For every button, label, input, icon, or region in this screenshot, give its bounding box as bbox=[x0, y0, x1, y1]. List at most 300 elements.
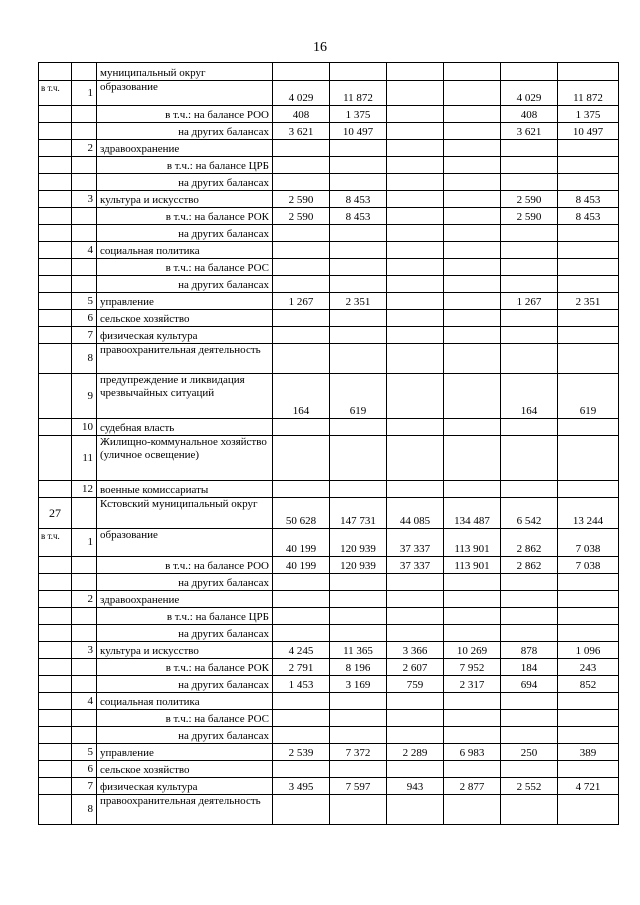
value-cell bbox=[273, 761, 330, 778]
value-cell bbox=[501, 419, 558, 436]
section-marker-cell bbox=[39, 344, 72, 374]
item-name-cell: на других балансах bbox=[97, 276, 273, 293]
value-cell bbox=[558, 574, 619, 591]
value-cell bbox=[501, 761, 558, 778]
section-marker-cell bbox=[39, 208, 72, 225]
table-row bbox=[39, 63, 619, 81]
value-cell: 619 bbox=[558, 374, 619, 419]
value-cell bbox=[387, 344, 444, 374]
value-cell: 2 862 bbox=[501, 529, 558, 557]
value-cell: 2 351 bbox=[558, 293, 619, 310]
item-number-cell: 7 bbox=[72, 778, 97, 795]
item-name-cell: в т.ч.: на балансе РОК bbox=[97, 659, 273, 676]
value-cell bbox=[387, 727, 444, 744]
item-number-cell bbox=[72, 659, 97, 676]
value-cell bbox=[273, 63, 330, 81]
value-cell bbox=[387, 259, 444, 276]
table-row bbox=[39, 481, 619, 498]
item-name-cell: военные комиссариаты bbox=[97, 481, 273, 498]
table-row bbox=[39, 174, 619, 191]
item-name-cell: культура и искусство bbox=[97, 642, 273, 659]
value-cell: 7 597 bbox=[330, 778, 387, 795]
value-cell bbox=[387, 123, 444, 140]
table-row bbox=[39, 293, 619, 310]
value-cell: 11 872 bbox=[330, 81, 387, 106]
value-cell bbox=[444, 123, 501, 140]
table-row bbox=[39, 608, 619, 625]
value-cell: 8 453 bbox=[330, 191, 387, 208]
value-cell bbox=[444, 225, 501, 242]
value-cell bbox=[330, 259, 387, 276]
item-number-cell: 8 bbox=[72, 344, 97, 374]
value-cell bbox=[387, 81, 444, 106]
value-cell bbox=[330, 174, 387, 191]
value-cell bbox=[558, 625, 619, 642]
value-cell: 164 bbox=[501, 374, 558, 419]
value-cell bbox=[444, 310, 501, 327]
item-number-cell bbox=[72, 727, 97, 744]
value-cell bbox=[558, 419, 619, 436]
value-cell: 6 983 bbox=[444, 744, 501, 761]
value-cell bbox=[501, 344, 558, 374]
table-row bbox=[39, 419, 619, 436]
table-row bbox=[39, 259, 619, 276]
value-cell bbox=[273, 795, 330, 825]
value-cell bbox=[330, 710, 387, 727]
table-row bbox=[39, 676, 619, 693]
item-number-cell: 3 bbox=[72, 191, 97, 208]
value-cell: 2 590 bbox=[273, 191, 330, 208]
value-cell: 10 269 bbox=[444, 642, 501, 659]
table-row bbox=[39, 208, 619, 225]
value-cell bbox=[330, 310, 387, 327]
section-marker-cell bbox=[39, 744, 72, 761]
value-cell bbox=[273, 140, 330, 157]
section-marker-cell bbox=[39, 191, 72, 208]
value-cell bbox=[330, 63, 387, 81]
value-cell bbox=[273, 419, 330, 436]
table-row bbox=[39, 436, 619, 481]
value-cell bbox=[330, 693, 387, 710]
item-number-cell: 4 bbox=[72, 693, 97, 710]
value-cell: 2 590 bbox=[273, 208, 330, 225]
value-cell: 7 372 bbox=[330, 744, 387, 761]
value-cell bbox=[558, 225, 619, 242]
value-cell: 40 199 bbox=[273, 557, 330, 574]
value-cell: 2 552 bbox=[501, 778, 558, 795]
item-name-cell: физическая культура bbox=[97, 327, 273, 344]
item-name-cell: управление bbox=[97, 293, 273, 310]
value-cell bbox=[558, 761, 619, 778]
value-cell bbox=[330, 591, 387, 608]
table-row bbox=[39, 242, 619, 259]
table-row bbox=[39, 327, 619, 344]
section-marker-cell bbox=[39, 481, 72, 498]
value-cell: 1 096 bbox=[558, 642, 619, 659]
item-number-cell bbox=[72, 208, 97, 225]
section-marker-cell bbox=[39, 123, 72, 140]
value-cell bbox=[558, 710, 619, 727]
value-cell bbox=[273, 344, 330, 374]
value-cell: 113 901 bbox=[444, 529, 501, 557]
value-cell bbox=[273, 276, 330, 293]
value-cell: 4 029 bbox=[501, 81, 558, 106]
value-cell bbox=[330, 608, 387, 625]
section-marker-cell bbox=[39, 276, 72, 293]
value-cell bbox=[558, 140, 619, 157]
value-cell: 3 621 bbox=[273, 123, 330, 140]
section-marker-cell bbox=[39, 140, 72, 157]
table-row bbox=[39, 693, 619, 710]
item-number-cell: 2 bbox=[72, 591, 97, 608]
item-name-cell: Жилищно-коммунальное хозяйство (уличное освещение) bbox=[97, 436, 273, 481]
value-cell bbox=[387, 293, 444, 310]
budget-table bbox=[38, 62, 619, 825]
value-cell bbox=[501, 157, 558, 174]
value-cell bbox=[387, 710, 444, 727]
value-cell bbox=[387, 174, 444, 191]
section-marker-cell bbox=[39, 625, 72, 642]
item-name-cell: предупреждение и ликвидация чрезвычайных ситуаций bbox=[97, 374, 273, 419]
value-cell: 1 375 bbox=[330, 106, 387, 123]
value-cell bbox=[558, 310, 619, 327]
item-name-cell: образование bbox=[97, 529, 273, 557]
value-cell bbox=[558, 327, 619, 344]
value-cell bbox=[330, 140, 387, 157]
value-cell bbox=[273, 310, 330, 327]
item-number-cell bbox=[72, 276, 97, 293]
value-cell: 2 607 bbox=[387, 659, 444, 676]
value-cell bbox=[444, 727, 501, 744]
value-cell: 2 289 bbox=[387, 744, 444, 761]
value-cell bbox=[387, 761, 444, 778]
table-row bbox=[39, 157, 619, 174]
item-name-cell: на других балансах bbox=[97, 225, 273, 242]
item-name-cell: на других балансах bbox=[97, 574, 273, 591]
value-cell bbox=[387, 276, 444, 293]
section-marker-cell bbox=[39, 608, 72, 625]
value-cell bbox=[444, 693, 501, 710]
value-cell bbox=[330, 276, 387, 293]
value-cell bbox=[558, 344, 619, 374]
value-cell bbox=[330, 625, 387, 642]
value-cell bbox=[558, 481, 619, 498]
value-cell: 10 497 bbox=[558, 123, 619, 140]
value-cell bbox=[558, 591, 619, 608]
section-marker-cell bbox=[39, 327, 72, 344]
item-name-cell: правоохранительная деятельность bbox=[97, 344, 273, 374]
value-cell: 243 bbox=[558, 659, 619, 676]
item-name-cell: в т.ч.: на балансе РОО bbox=[97, 557, 273, 574]
value-cell: 2 791 bbox=[273, 659, 330, 676]
value-cell bbox=[444, 63, 501, 81]
value-cell bbox=[444, 242, 501, 259]
value-cell bbox=[387, 157, 444, 174]
section-marker-cell: в т.ч. bbox=[39, 81, 72, 106]
item-number-cell bbox=[72, 174, 97, 191]
section-marker-cell bbox=[39, 293, 72, 310]
value-cell bbox=[387, 795, 444, 825]
value-cell bbox=[273, 436, 330, 481]
item-name-cell: в т.ч.: на балансе РОС bbox=[97, 710, 273, 727]
value-cell: 3 621 bbox=[501, 123, 558, 140]
value-cell bbox=[330, 344, 387, 374]
item-number-cell bbox=[72, 63, 97, 81]
table-row bbox=[39, 344, 619, 374]
value-cell: 2 877 bbox=[444, 778, 501, 795]
item-name-cell: социальная политика bbox=[97, 693, 273, 710]
value-cell: 120 939 bbox=[330, 529, 387, 557]
section-marker-cell bbox=[39, 727, 72, 744]
item-number-cell bbox=[72, 259, 97, 276]
value-cell bbox=[444, 140, 501, 157]
value-cell bbox=[444, 259, 501, 276]
value-cell bbox=[273, 608, 330, 625]
value-cell bbox=[387, 242, 444, 259]
item-name-cell: культура и искусство bbox=[97, 191, 273, 208]
value-cell: 4 245 bbox=[273, 642, 330, 659]
value-cell bbox=[387, 140, 444, 157]
value-cell bbox=[501, 276, 558, 293]
value-cell bbox=[330, 574, 387, 591]
item-number-cell bbox=[72, 574, 97, 591]
section-marker-cell bbox=[39, 310, 72, 327]
section-marker-cell bbox=[39, 419, 72, 436]
item-name-cell: здравоохранение bbox=[97, 140, 273, 157]
value-cell: 852 bbox=[558, 676, 619, 693]
value-cell bbox=[501, 693, 558, 710]
table-row bbox=[39, 642, 619, 659]
item-name-cell: на других балансах bbox=[97, 676, 273, 693]
value-cell bbox=[330, 727, 387, 744]
table-row bbox=[39, 529, 619, 557]
section-marker-cell bbox=[39, 642, 72, 659]
table-row bbox=[39, 591, 619, 608]
item-name-cell: правоохранительная деятельность bbox=[97, 795, 273, 825]
value-cell bbox=[444, 293, 501, 310]
section-marker-cell bbox=[39, 436, 72, 481]
value-cell bbox=[387, 574, 444, 591]
value-cell: 2 317 bbox=[444, 676, 501, 693]
section-marker-cell bbox=[39, 259, 72, 276]
item-number-cell bbox=[72, 123, 97, 140]
table-row bbox=[39, 374, 619, 419]
value-cell: 8 453 bbox=[558, 208, 619, 225]
section-marker-cell bbox=[39, 693, 72, 710]
item-number-cell: 4 bbox=[72, 242, 97, 259]
value-cell: 619 bbox=[330, 374, 387, 419]
value-cell bbox=[387, 419, 444, 436]
value-cell: 3 366 bbox=[387, 642, 444, 659]
section-marker-cell bbox=[39, 157, 72, 174]
value-cell bbox=[558, 174, 619, 191]
value-cell bbox=[501, 310, 558, 327]
value-cell bbox=[444, 419, 501, 436]
value-cell bbox=[558, 608, 619, 625]
table-row bbox=[39, 625, 619, 642]
value-cell bbox=[387, 608, 444, 625]
section-marker-cell bbox=[39, 761, 72, 778]
value-cell bbox=[444, 436, 501, 481]
section-marker-cell bbox=[39, 63, 72, 81]
value-cell: 164 bbox=[273, 374, 330, 419]
value-cell bbox=[330, 157, 387, 174]
value-cell bbox=[273, 574, 330, 591]
value-cell: 4 029 bbox=[273, 81, 330, 106]
value-cell: 2 590 bbox=[501, 191, 558, 208]
value-cell: 7 038 bbox=[558, 529, 619, 557]
value-cell: 2 862 bbox=[501, 557, 558, 574]
value-cell bbox=[558, 727, 619, 744]
item-number-cell bbox=[72, 225, 97, 242]
value-cell bbox=[387, 327, 444, 344]
value-cell: 389 bbox=[558, 744, 619, 761]
table-row bbox=[39, 795, 619, 825]
value-cell bbox=[387, 374, 444, 419]
value-cell bbox=[501, 242, 558, 259]
value-cell bbox=[501, 225, 558, 242]
value-cell: 40 199 bbox=[273, 529, 330, 557]
value-cell: 4 721 bbox=[558, 778, 619, 795]
table-row bbox=[39, 81, 619, 106]
value-cell bbox=[501, 327, 558, 344]
value-cell: 134 487 bbox=[444, 498, 501, 529]
value-cell bbox=[273, 727, 330, 744]
value-cell bbox=[444, 276, 501, 293]
item-name-cell: социальная политика bbox=[97, 242, 273, 259]
section-marker-cell bbox=[39, 225, 72, 242]
item-number-cell bbox=[72, 710, 97, 727]
item-name-cell: в т.ч.: на балансе ЦРБ bbox=[97, 608, 273, 625]
value-cell bbox=[387, 591, 444, 608]
table-row bbox=[39, 191, 619, 208]
section-marker-cell: в т.ч. bbox=[39, 529, 72, 557]
value-cell: 184 bbox=[501, 659, 558, 676]
value-cell bbox=[501, 795, 558, 825]
value-cell bbox=[444, 481, 501, 498]
value-cell bbox=[444, 174, 501, 191]
value-cell bbox=[387, 191, 444, 208]
value-cell bbox=[273, 481, 330, 498]
item-name-cell: судебная власть bbox=[97, 419, 273, 436]
table-row bbox=[39, 276, 619, 293]
value-cell: 2 351 bbox=[330, 293, 387, 310]
section-marker-cell bbox=[39, 778, 72, 795]
value-cell bbox=[444, 574, 501, 591]
section-marker-cell bbox=[39, 676, 72, 693]
item-number-cell: 5 bbox=[72, 293, 97, 310]
value-cell bbox=[501, 727, 558, 744]
value-cell bbox=[501, 591, 558, 608]
item-name-cell: на других балансах bbox=[97, 174, 273, 191]
item-name-cell: в т.ч.: на балансе РОО bbox=[97, 106, 273, 123]
item-number-cell: 2 bbox=[72, 140, 97, 157]
value-cell bbox=[444, 344, 501, 374]
item-name-cell: на других балансах bbox=[97, 625, 273, 642]
value-cell bbox=[501, 63, 558, 81]
value-cell bbox=[501, 481, 558, 498]
value-cell bbox=[501, 608, 558, 625]
value-cell bbox=[501, 259, 558, 276]
value-cell bbox=[273, 174, 330, 191]
item-name-cell: на других балансах bbox=[97, 727, 273, 744]
value-cell bbox=[501, 574, 558, 591]
value-cell bbox=[387, 225, 444, 242]
page-number: 16 bbox=[313, 40, 327, 55]
section-marker-cell: 27 bbox=[39, 498, 72, 529]
item-name-cell: физическая культура bbox=[97, 778, 273, 795]
value-cell bbox=[444, 795, 501, 825]
table-row bbox=[39, 557, 619, 574]
value-cell bbox=[501, 174, 558, 191]
table-row bbox=[39, 123, 619, 140]
value-cell bbox=[558, 63, 619, 81]
value-cell: 408 bbox=[501, 106, 558, 123]
item-name-cell: здравоохранение bbox=[97, 591, 273, 608]
value-cell bbox=[558, 795, 619, 825]
item-name-cell: в т.ч.: на балансе РОС bbox=[97, 259, 273, 276]
value-cell: 6 542 bbox=[501, 498, 558, 529]
value-cell bbox=[444, 710, 501, 727]
value-cell: 2 590 bbox=[501, 208, 558, 225]
value-cell bbox=[330, 436, 387, 481]
item-number-cell: 12 bbox=[72, 481, 97, 498]
value-cell bbox=[330, 225, 387, 242]
item-number-cell bbox=[72, 676, 97, 693]
item-number-cell: 6 bbox=[72, 310, 97, 327]
value-cell bbox=[501, 625, 558, 642]
table-body bbox=[39, 63, 619, 825]
section-marker-cell bbox=[39, 106, 72, 123]
value-cell: 1 267 bbox=[501, 293, 558, 310]
value-cell: 10 497 bbox=[330, 123, 387, 140]
value-cell bbox=[330, 481, 387, 498]
section-marker-cell bbox=[39, 174, 72, 191]
section-marker-cell bbox=[39, 574, 72, 591]
value-cell bbox=[444, 374, 501, 419]
table-row bbox=[39, 659, 619, 676]
value-cell bbox=[273, 710, 330, 727]
value-cell: 1 453 bbox=[273, 676, 330, 693]
value-cell bbox=[444, 625, 501, 642]
item-number-cell: 1 bbox=[72, 529, 97, 557]
value-cell bbox=[558, 276, 619, 293]
value-cell bbox=[501, 436, 558, 481]
value-cell: 408 bbox=[273, 106, 330, 123]
table-row bbox=[39, 225, 619, 242]
value-cell bbox=[558, 242, 619, 259]
item-number-cell bbox=[72, 557, 97, 574]
item-number-cell: 3 bbox=[72, 642, 97, 659]
item-name-cell: в т.ч.: на балансе ЦРБ bbox=[97, 157, 273, 174]
value-cell bbox=[558, 693, 619, 710]
item-number-cell bbox=[72, 106, 97, 123]
section-marker-cell bbox=[39, 374, 72, 419]
value-cell bbox=[501, 710, 558, 727]
section-marker-cell bbox=[39, 710, 72, 727]
item-name-cell: сельское хозяйство bbox=[97, 761, 273, 778]
item-number-cell: 11 bbox=[72, 436, 97, 481]
item-number-cell: 1 bbox=[72, 81, 97, 106]
section-marker-cell bbox=[39, 659, 72, 676]
item-number-cell bbox=[72, 625, 97, 642]
section-marker-cell bbox=[39, 557, 72, 574]
value-cell bbox=[330, 795, 387, 825]
table-row bbox=[39, 710, 619, 727]
section-marker-cell bbox=[39, 795, 72, 825]
value-cell bbox=[444, 106, 501, 123]
value-cell bbox=[330, 242, 387, 259]
